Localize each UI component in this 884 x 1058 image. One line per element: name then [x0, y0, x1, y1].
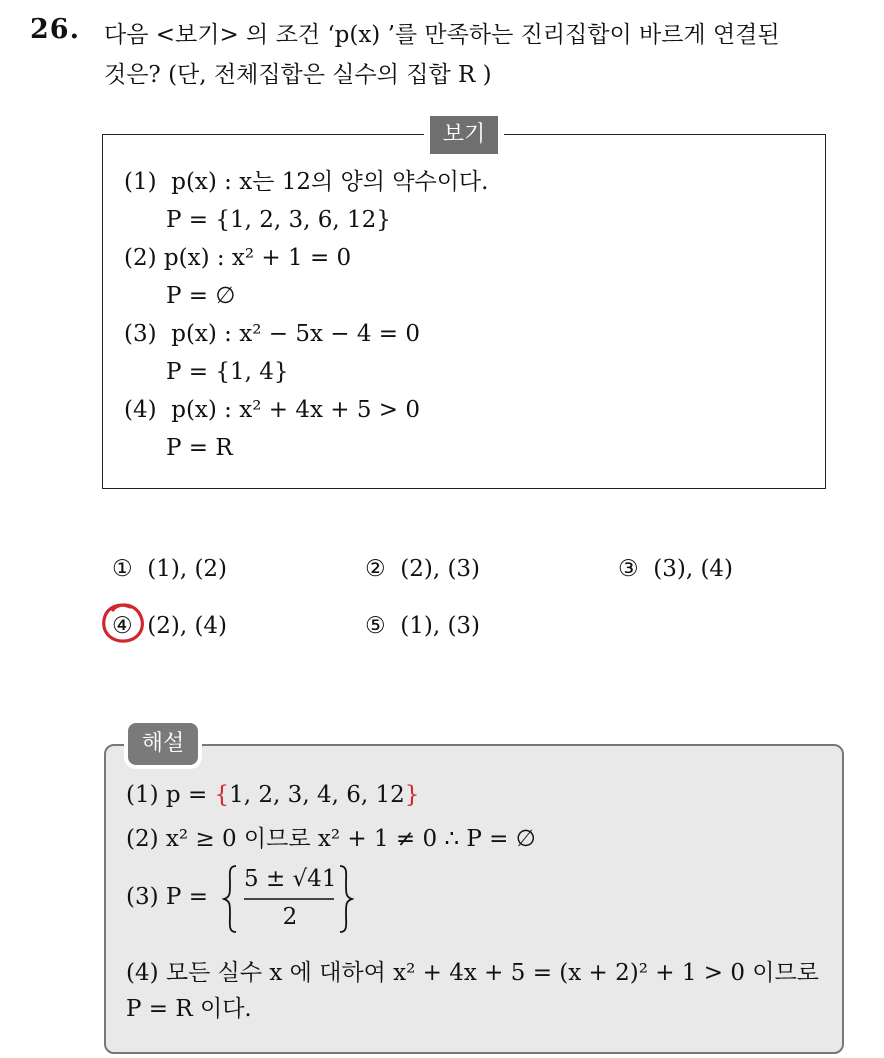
solution-line-3-numerator: 5 ± √41 [244, 866, 337, 892]
bogi-item-4-text: p(x) : x² + 4x + 5 > 0 [171, 397, 420, 423]
choice-3-text: (3), (4) [653, 556, 734, 582]
bogi-item-3-condition [124, 316, 420, 354]
solution-line-2: (2) x² ≥ 0 이므로 x² + 1 ≠ 0 ∴ P = ∅ [126, 826, 536, 852]
solution-line-1-lhs: p = [165, 782, 208, 808]
choice-1[interactable] [112, 556, 227, 582]
question-line-1: 다음 <보기> 의 조건 ‘p(x) ’를 만족하는 진리집합이 바르게 연결된 [104, 22, 780, 48]
bogi-item-1-label: (1) [124, 169, 157, 195]
bogi-item-4-set: P = R [166, 435, 233, 461]
solution-line-1-open-brace: { [214, 782, 230, 808]
choice-2-text: (2), (3) [400, 556, 481, 582]
bogi-item-2-set: P = ∅ [166, 283, 236, 309]
bogi-item-2-label: (2) [124, 245, 157, 271]
solution-line-3-prefix [126, 884, 208, 910]
choice-4-number: ④ [112, 613, 133, 639]
choice-1-text: (1), (2) [147, 556, 228, 582]
bogi-item-2-condition [124, 240, 351, 278]
bogi-item-2-text: p(x) : x² + 1 = 0 [163, 245, 352, 271]
choice-2[interactable] [365, 556, 480, 582]
bogi-item-1-condition [124, 164, 488, 202]
solution-line-4: (4) 모든 실수 x 에 대하여 x² + 4x + 5 = (x + 2)² + 1 > 0 이므로 [126, 960, 819, 986]
solution-line-1-close-brace: } [404, 782, 420, 808]
solution-line-3-denominator: 2 [282, 904, 298, 930]
bogi-title: 보기 [430, 116, 498, 154]
question-line-2: 것은? (단, 전체집합은 실수의 집합 R ) [104, 62, 492, 88]
solution-line-3-lhs: P = [165, 884, 208, 910]
bogi-item-3-set: P = {1, 4} [166, 359, 289, 385]
bogi-item-3-label: (3) [124, 321, 157, 347]
choice-4-text: (2), (4) [147, 613, 228, 639]
solution-title: 해설 [128, 723, 198, 765]
question-number: 26. [30, 14, 80, 45]
choice-3-number: ③ [618, 556, 639, 582]
solution-line-1-set: 1, 2, 3, 4, 6, 12 [229, 782, 405, 808]
answer-circle-mark-icon [100, 601, 146, 645]
choice-1-number: ① [112, 556, 133, 582]
bogi-item-1-set: P = {1, 2, 3, 6, 12} [166, 207, 391, 233]
bogi-item-4-condition [124, 392, 420, 430]
choice-5[interactable] [365, 613, 480, 639]
bogi-item-4-label: (4) [124, 397, 157, 423]
bogi-item-1-text: p(x) : x는 12의 양의 약수이다. [171, 169, 489, 195]
solution-line-3-label: (3) [126, 884, 159, 910]
choice-2-number: ② [365, 556, 386, 582]
choice-3[interactable] [618, 556, 733, 582]
solution-line-1 [126, 782, 419, 808]
solution-line-5: P = R 이다. [126, 996, 252, 1022]
bogi-item-3-text: p(x) : x² − 5x − 4 = 0 [171, 321, 420, 347]
solution-line-1-label: (1) [126, 782, 159, 808]
choice-5-number: ⑤ [365, 613, 386, 639]
question-text [104, 15, 874, 95]
choice-5-text: (1), (3) [400, 613, 481, 639]
